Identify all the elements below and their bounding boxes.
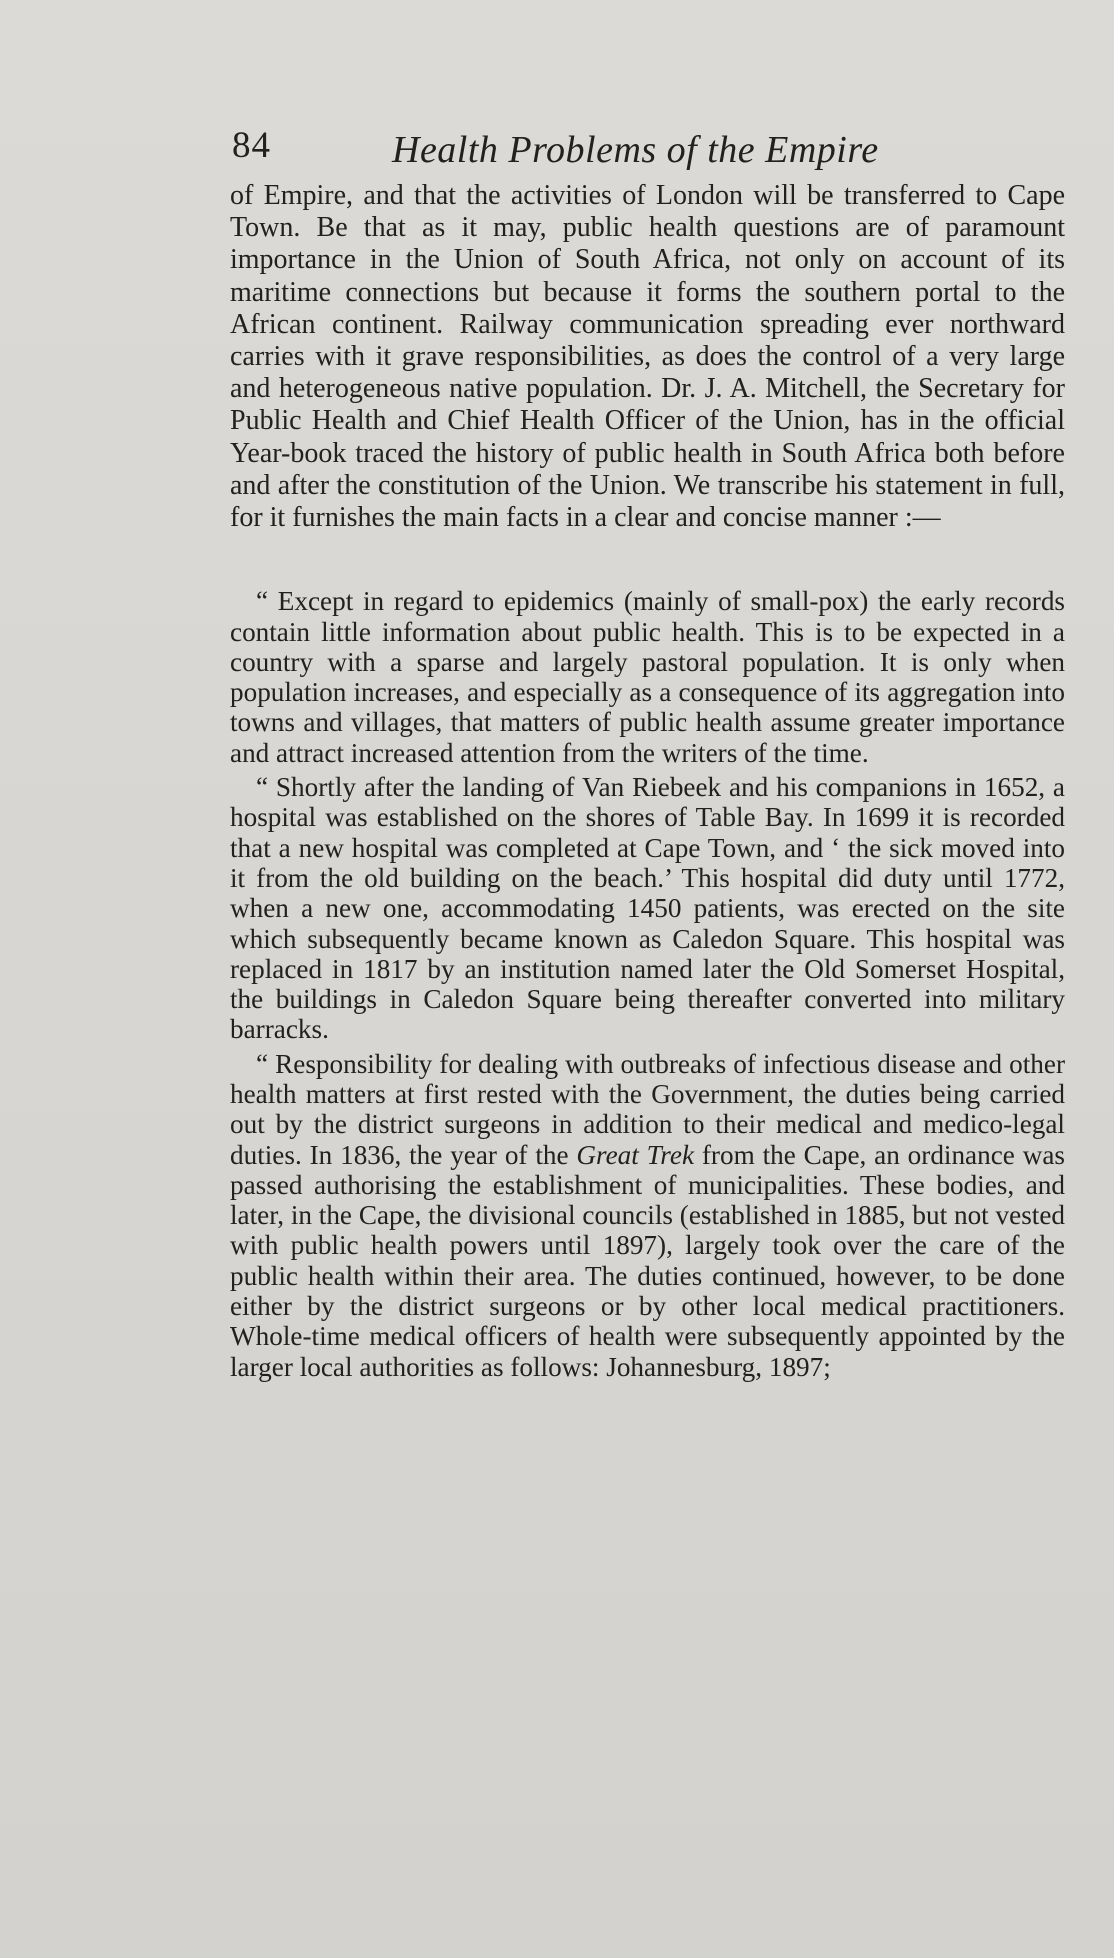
quote-paragraph-3 <box>230 1049 1065 1382</box>
body-text <box>230 180 1065 1382</box>
quote-paragraph-2: “ Shortly after the landing of Van Riebeek and his companions in 1652, a hospital was established on the shores of Table Bay. In 1699 it is recorded that a new hospital was completed at Cape Town, and ‘ the sick moved into it from the old building on the beach.’ This hospital did duty until 1772, when a new one, accommodating 1450 patients, was erected on the site which subsequently became known as Caledon Square. This hospital was replaced in 1817 by an institution named later the Old Somerset Hospital, the buildings in Caledon Square being thereafter converted into military barracks. <box>230 772 1065 1045</box>
page-header <box>232 118 922 178</box>
quote-paragraph-3-part-1: “ Responsibility for dealing with outbreaks of infectious disease and other health matters at first rested with the Government, the duties being carried out by the district surgeons in addition to their medical and medico-legal duties. In 1836, the year of the <box>230 1048 1065 1170</box>
running-title: Health Problems of the Empire <box>392 129 879 171</box>
paragraph-gap <box>230 534 1065 586</box>
great-trek-italic: Great Trek <box>576 1139 695 1170</box>
intro-paragraph: of Empire, and that the activities of London will be transferred to Cape Town. Be that as it may, public health questions are of paramount importance in the Union of South Africa, not only on account of its maritime connections but because it forms the southern portal to the African continent. Railway communication spreading ever northward carries with it grave responsibilities, as does the control of a very large and heterogeneous native population. Dr. J. A. Mitchell, the Secretary for Public Health and Chief Health Officer of the Union, has in the official Year-book traced the history of public health in South Africa both before and after the constitution of the Union. We transcribe his statement in full, for it furnishes the main facts in a clear and concise manner :— <box>230 180 1065 534</box>
quote-paragraph-3-part-2: from the Cape, an ordinance was passed authorising the establishment of municipalities. These bodies, and later, in the Cape, the divisional councils (established in 1885, but not vested with public health powers until 1897), largely took over the care of the public health within their area. The duties continued, however, to be done either by the district surgeons or by other local medical practitioners. Whole-time medical officers of health were subsequently appointed by the larger local authorities as follows: Johannesburg, 1897; <box>230 1139 1065 1382</box>
page-number: 84 <box>232 125 271 166</box>
quote-paragraph-1: “ Except in regard to epidemics (mainly of small-pox) the early records contain little information about public health. This is to be expected in a country with a sparse and largely pastoral population. It is only when population increases, and especially as a consequence of its aggregation into towns and villages, that matters of public health assume greater importance and attract increased attention from the writers of the time. <box>230 586 1065 768</box>
